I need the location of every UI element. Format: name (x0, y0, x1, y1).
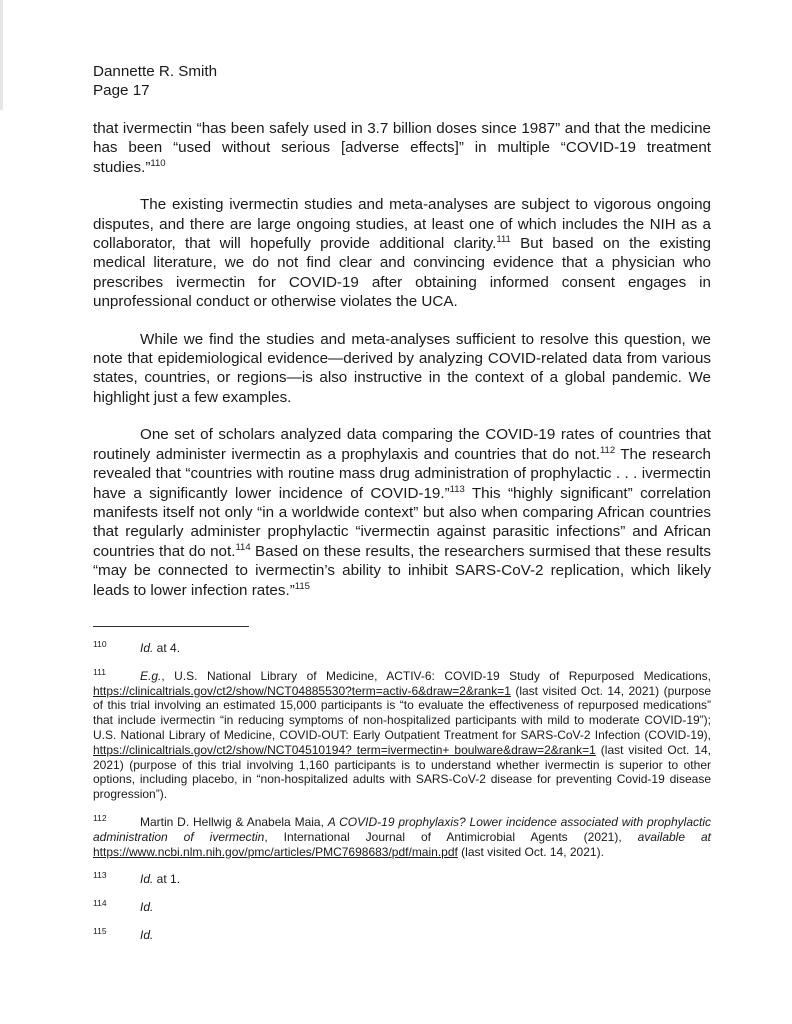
footnote-ref-115[interactable]: 115 (294, 580, 310, 592)
footnote-ref-112[interactable]: 112 (599, 444, 616, 456)
scan-edge-artifact (0, 0, 3, 110)
footnote-110: 110 Id. at 4. (93, 638, 181, 655)
recipient-name: Dannette R. Smith (93, 63, 218, 80)
ncbi-article-link[interactable]: https://www.ncbi.nlm.nih.gov/pmc/articles/PMC7698683/pdf/main.pdf (93, 844, 458, 859)
footnote-ref-114[interactable]: 114 (235, 541, 251, 553)
clinicaltrials-covid-out-link[interactable]: https://clinicaltrials.gov/ct2/show/NCT04510194? term=ivermectin+ boulware&draw=2&rank=1 (93, 742, 596, 757)
footnote-ref-111[interactable]: 111 (496, 233, 511, 245)
footnote-111: 111 E.g., U.S. National Library of Medicine, ACTIV-6: COVID-19 Study of Repurposed Medications, https://clinicaltrials.gov/ct2/show/NCT04885530?term=activ-6&draw=2&rank=1 (last visited Oct. 14, 2021) (purpose of this trial involving an estimated 15,000 participants is “to evaluate the effectiveness of repurposed medications” that include ivermectin “in reducing symptoms of non-hospitalized participants with mild to moderate COVID-19”); U.S. National Library of Medicine, COVID-OUT: Early Outpatient Treatment for SARS-CoV-2 Infection (COVID-19), https://clinicaltrials.gov/ct2/show/NCT04510194? term=ivermectin+ boulware&draw=2&rank=1 (last visited Oct. 14, 2021) (purpose of this trial involving 1,160 participants is to understand whether ivermectin is superior to other options, including placebo, in “non-hospitalized adults with SARS-CoV-2 disease for preventing Covid-19 disease progression”). (93, 666, 711, 802)
body-text (93, 119, 711, 600)
paragraph-1: that ivermectin “has been safely used in 3.7 billion doses since 1987” and that the medicine has been “used without serious [adverse effects]” in multiple “COVID-19 treatment studies.”$^{110}$ (93, 120, 711, 176)
paragraph-4: One set of scholars analyzed data comparing the COVID-19 rates of countries that routinely administer ivermectin as a prophylaxis and countries that do not.$^{112}$ The research revealed that “countries with routine mass drug administration of prophylactic . . . ivermectin have a significantly lower incidence of COVID-19.”$^{113}$ This “highly significant” correlation manifests itself not only “in a worldwide context” but also when comparing African countries that regularly administer prophylactic “ivermectin against parasitic infections” and African countries that do not.$^{114}$ Based on these results, the researchers surmised that these results “may be connected to ivermectin’s ability to inhibit SARS-CoV-2 replication, which likely leads to lower infection rates.”$^{115}$ (93, 426, 712, 599)
footnote-ref-110[interactable]: 110 (150, 157, 166, 169)
footnote-separator (93, 626, 249, 627)
footnotes (93, 638, 711, 943)
footnote-ref-113[interactable]: 113 (449, 483, 465, 495)
paragraph-3: While we find the studies and meta-analyses sufficient to resolve this question, we note that epidemiological evidence—derived by analyzing COVID-related data from various states, countries, or regions—is also instructive in the context of a global pandemic. We highlight just a few examples. (93, 330, 711, 406)
paragraph-2: The existing ivermectin studies and meta-analyses are subject to vigorous ongoing disputes, and there are large ongoing studies, at least one of which includes the NIH as a collaborator, that will hopefully provide additional clarity.$^{111}$ But based on the existing medical literature, we do not find clear and convincing evidence that a physician who prescribes ivermectin for COVID-19 after obtaining informed consent engages in unprofessional conduct or otherwise violates the UCA. (93, 196, 711, 311)
footnote-112: 112 Martin D. Hellwig & Anabela Maia, A COVID-19 prophylaxis? Lower incidence associated with prophylactic administration of ivermectin, International Journal of Antimicrobial Agents (2021), available at https://www.ncbi.nlm.nih.gov/pmc/articles/PMC7698683/pdf/main.pdf (last visited Oct. 14, 2021). (93, 812, 711, 859)
document-page (93, 62, 711, 956)
footnote-115: 115 Id. (93, 925, 154, 942)
page-number: Page 17 (93, 82, 150, 99)
clinicaltrials-activ6-link[interactable]: https://clinicaltrials.gov/ct2/show/NCT04885530?term=activ-6&draw=2&rank=1 (93, 683, 511, 698)
footnote-114: 114 Id. (93, 898, 154, 915)
letter-header (93, 62, 711, 100)
footnote-113: 113 Id. at 1. (93, 870, 181, 887)
